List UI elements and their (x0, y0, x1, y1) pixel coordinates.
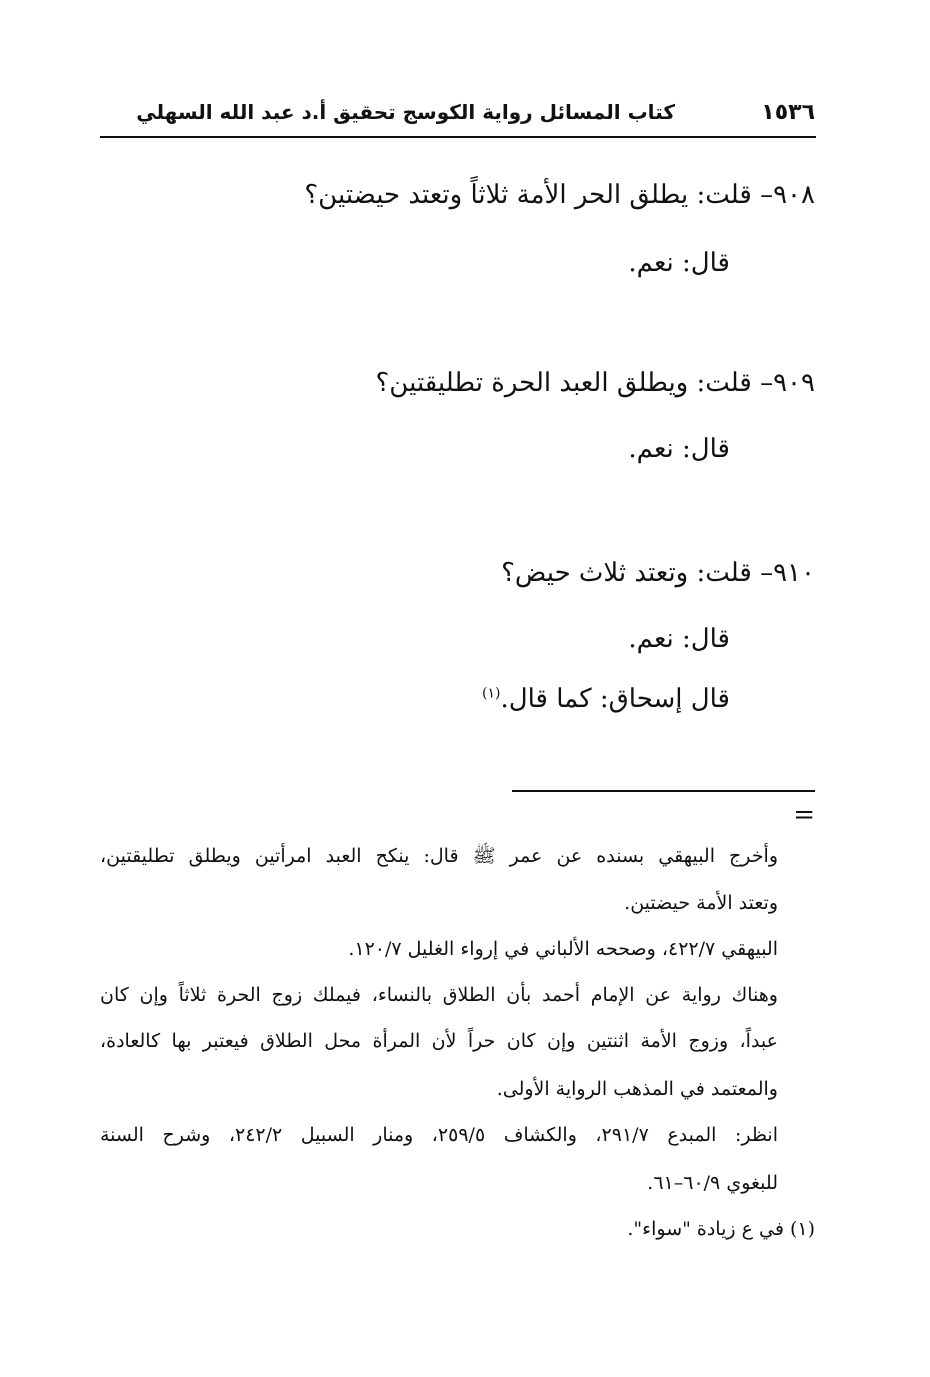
footnote-line: وتعتد الأمة حيضتين. (624, 892, 778, 914)
footnote-continuation-mark: = (793, 800, 815, 830)
page-number: ١٥٣٦ (761, 100, 815, 125)
footnote-rule (512, 790, 815, 792)
question-908: ٩٠٨– قلت: يطلق الحر الأمة ثلاثاً وتعتد حيضتين؟ (304, 180, 815, 210)
footnote-line: للبغوي ٦٠/٩–٦١. (647, 1172, 778, 1194)
footnote-line: البيهقي ٤٢٢/٧، وصححه الألباني في إرواء الغليل ١٢٠/٧. (348, 938, 778, 960)
answer-910: قال: نعم. (628, 624, 730, 654)
footnote-line: انظر: المبدع ٢٩١/٧، والكشاف ٢٥٩/٥، ومنار السبيل ٢٤٢/٢، وشرح السنة (100, 1124, 778, 1146)
page-header (100, 96, 815, 136)
question-909: ٩٠٩– قلت: ويطلق العبد الحرة تطليقتين؟ (375, 368, 815, 398)
footnote-line: وأخرج البيهقي بسنده عن عمر ﷺ قال: ينكح العبد امرأتين ويطلق تطليقتين، (100, 845, 778, 867)
header-rule (100, 136, 816, 138)
footnote-line: وهناك رواية عن الإمام أحمد بأن الطلاق بالنساء، فيملك زوج الحرة ثلاثاً وإن كان (100, 984, 778, 1006)
ishaq-statement (482, 684, 730, 714)
answer-908: قال: نعم. (628, 248, 730, 278)
footnote-line: عبداً، وزوج الأمة اثنتين وإن كان حراً لأن المرأة محل الطلاق فيعتبر بها كالعادة، (100, 1030, 778, 1052)
answer-909: قال: نعم. (628, 434, 730, 464)
question-910: ٩١٠– قلت: وتعتد ثلاث حيض؟ (501, 558, 815, 588)
footnote-marker: (١) (482, 685, 501, 702)
footnote-1: (١) في ع زيادة "سواء". (627, 1218, 815, 1240)
footnote-line: والمعتمد في المذهب الرواية الأولى. (496, 1078, 778, 1100)
ishaq-text: قال إسحاق: كما قال. (500, 684, 730, 714)
running-title: كتاب المسائل رواية الكوسج تحقيق أ.د عبد الله السهلي (136, 100, 675, 124)
